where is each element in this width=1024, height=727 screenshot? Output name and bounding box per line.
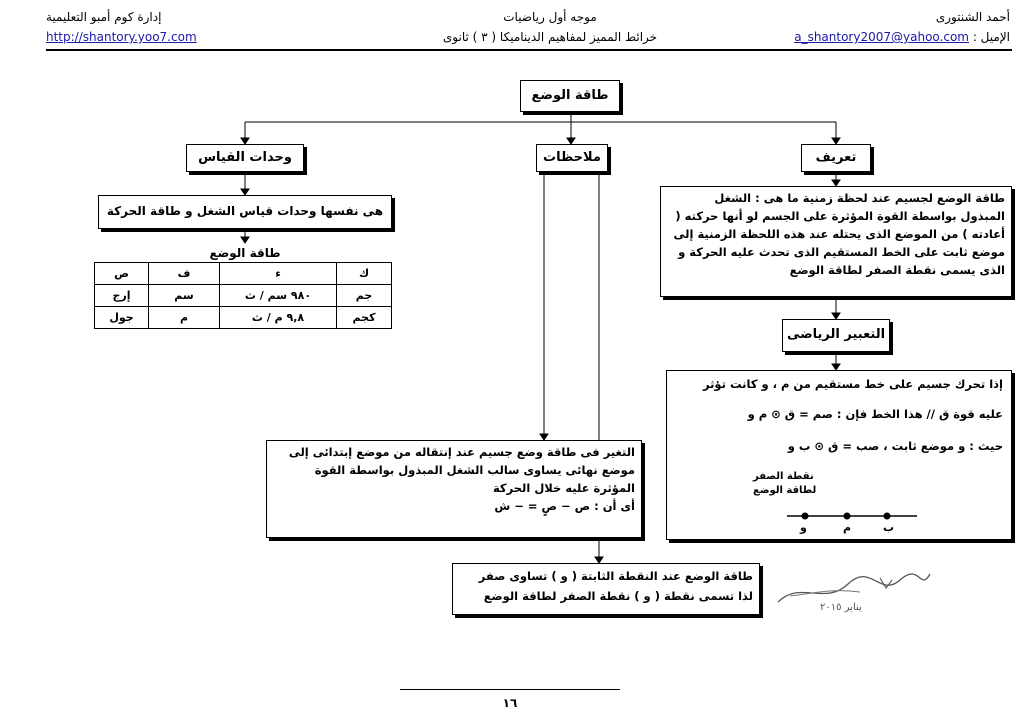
- table-row: [95, 307, 392, 329]
- zero-point-label-1: نقطة الصفر: [753, 471, 814, 482]
- units-table: [94, 262, 392, 329]
- change-text: التغير فى طاقة وضع جسيم عند إنتقاله من موضع إبتدائى إلى موضع نهائى يساوى سالب الشغل المبذول بواسطة القوة المؤثرة عليه خلال الحركة: [288, 445, 635, 495]
- table-header-cell: ك: [337, 263, 392, 285]
- units-label: وحدات القياس: [198, 150, 292, 165]
- table-cell: ٩٨٠ سم / ث: [220, 285, 337, 307]
- definition-text: طاقة الوضع لجسيم عند لحظة زمنية ما هى : الشغل المبذول بواسطة القوة المؤثرة على الجسم لو أنها حركته ( أعادته ) من الموضع الذى يحتله عند هذه اللحظة الزمنية إلى موضع ثابت على الخط المستقيم الذى تحدث عليه الحركة و الذى يسمى نقطة الصفر لطاقة الوضع: [673, 191, 1005, 277]
- definition-label-box: [801, 144, 871, 172]
- notes-label: ملاحظات: [543, 150, 601, 165]
- header-email-label: الإميل :: [972, 30, 1010, 44]
- title-box: [520, 80, 620, 112]
- definition-box: [660, 186, 1012, 297]
- table-row: [95, 263, 392, 285]
- math-line-3: حيث : و موضع ثابت ، صب = ق ⊙ ب و: [787, 439, 1003, 453]
- header-subtitle: خرائط المميز لمفاهيم الديناميكا ( ٣ ) ثانوى: [442, 30, 658, 44]
- table-cell: جم: [337, 285, 392, 307]
- table-cell: ٩,٨ م / ث: [220, 307, 337, 329]
- table-header-cell: ص: [95, 263, 149, 285]
- zero-point-text-1: طاقة الوضع عند النقطة الثابتة ( و ) تساوى صفر: [478, 569, 753, 583]
- math-line-1: إذا تحرك جسيم على خط مستقيم من م ، و كانت تؤثر: [702, 377, 1003, 391]
- header-website-link[interactable]: http://shantory.yoo7.com: [46, 30, 197, 44]
- table-cell: إرج: [95, 285, 149, 307]
- table-header-cell: ف: [149, 263, 220, 285]
- change-box: [266, 440, 642, 538]
- number-line: [667, 371, 1013, 541]
- change-formula: أى أن : ص − صٍ = − ش: [494, 499, 635, 513]
- definition-label: تعريف: [815, 150, 857, 165]
- units-text-box: [98, 195, 392, 229]
- zero-point-label-2: لطاقة الوضع: [753, 485, 817, 496]
- title-text: طاقة الوضع: [531, 88, 609, 103]
- units-table-title: طاقة الوضع: [209, 246, 281, 260]
- header-author: أحمد الشنتورى: [935, 10, 1010, 24]
- point-o-label: و: [800, 521, 807, 534]
- table-header-cell: ء: [220, 263, 337, 285]
- math-label-box: [782, 319, 890, 352]
- table-cell: سم: [149, 285, 220, 307]
- math-label: التعبير الرياضى: [786, 327, 886, 342]
- signature-date: يناير ٢٠١٥: [820, 602, 862, 613]
- table-cell: جول: [95, 307, 149, 329]
- table-cell: كجم: [337, 307, 392, 329]
- footer-divider: [400, 689, 620, 690]
- header-email-link[interactable]: a_shantory2007@yahoo.com: [794, 30, 969, 44]
- notes-label-box: [536, 144, 608, 172]
- units-text: هى نفسها وحدات قياس الشغل و طاقة الحركة: [106, 204, 384, 218]
- zero-point-box: [452, 563, 760, 615]
- units-label-box: [186, 144, 304, 172]
- page-number: ١٦: [502, 696, 518, 710]
- zero-point-text-2: لذا تسمى نقطة ( و ) نقطة الصفر لطاقة الوضع: [483, 589, 753, 603]
- math-line-2: عليه قوة ق // هذا الخط فإن : صم = ق ⊙ م و: [747, 407, 1003, 421]
- header-subject: موجه أول رياضيات: [503, 10, 597, 24]
- table-cell: م: [149, 307, 220, 329]
- table-row: [95, 285, 392, 307]
- point-b-label: ب: [883, 521, 895, 534]
- math-box: [666, 370, 1012, 540]
- point-m-label: م: [843, 521, 852, 534]
- header-org: إدارة كوم أمبو التعليمية: [46, 10, 162, 24]
